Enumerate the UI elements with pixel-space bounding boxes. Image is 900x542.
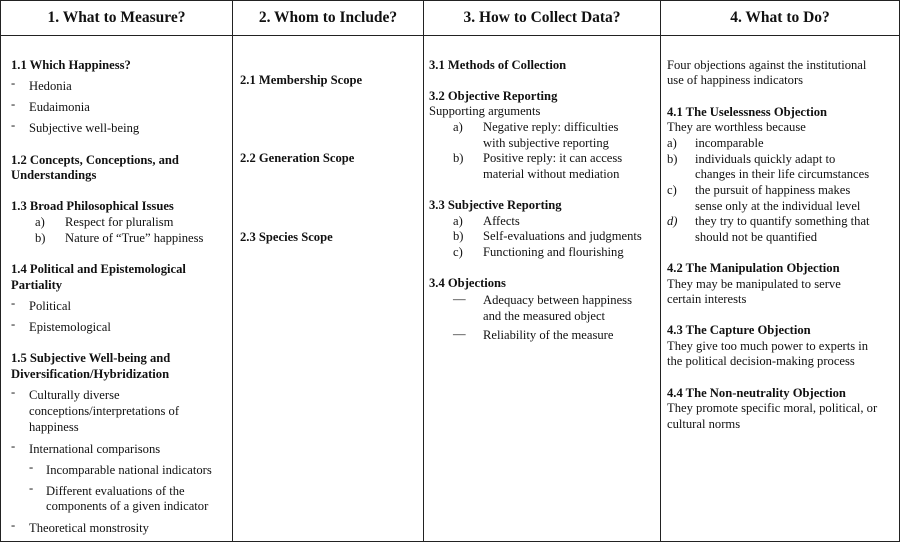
dash-bullet: - — [11, 385, 16, 399]
list-item: they try to quantify something that — [695, 214, 870, 228]
dash-bullet: - — [11, 518, 16, 532]
paragraph-line: use of happiness indicators — [667, 73, 804, 87]
dash-bullet: - — [11, 76, 16, 90]
section-heading: 3.1 Methods of Collection — [429, 58, 567, 72]
section-heading: Diversification/Hybridization — [11, 367, 170, 381]
dash-bullet: - — [29, 481, 34, 495]
section-heading: Understandings — [11, 168, 97, 182]
section-heading: 1.3 Broad Philosophical Issues — [11, 199, 174, 213]
list-item: Positive reply: it can access — [483, 151, 623, 165]
list-marker: b) — [35, 231, 46, 245]
paragraph-line: Supporting arguments — [429, 104, 541, 118]
paragraph-line: cultural norms — [667, 417, 741, 431]
paragraph-line: They promote specific moral, political, or — [667, 401, 878, 415]
column-what-to-measure — [1, 1, 232, 541]
list-item: Eudaimonia — [29, 100, 90, 114]
list-item: Reliability of the measure — [483, 328, 614, 342]
list-marker: a) — [35, 215, 45, 229]
list-item: International comparisons — [29, 442, 161, 456]
list-marker: b) — [453, 151, 464, 165]
section-heading: 4.1 The Uselessness Objection — [667, 105, 827, 119]
paragraph-line: They give too much power to experts in — [667, 339, 869, 353]
section-heading: 2.3 Species Scope — [240, 230, 333, 244]
list-item: Respect for pluralism — [65, 215, 174, 229]
list-item: Subjective well-being — [29, 121, 140, 135]
section-heading: 1.2 Concepts, Conceptions, and — [11, 153, 179, 167]
column-header: 4. What to Do? — [661, 1, 899, 36]
column-header: 3. How to Collect Data? — [424, 1, 660, 36]
paragraph-line: the political decision-making process — [667, 354, 855, 368]
section-heading: 1.5 Subjective Well-being and — [11, 351, 171, 365]
section-heading: 1.1 Which Happiness? — [11, 58, 131, 72]
column-header: 1. What to Measure? — [1, 1, 232, 36]
dash-bullet: — — [453, 327, 466, 341]
paragraph-line: certain interests — [667, 292, 747, 306]
dash-bullet: - — [11, 296, 16, 310]
list-item: Self-evaluations and judgments — [483, 229, 642, 243]
list-item: incomparable — [695, 136, 764, 150]
list-item: Negative reply: difficulties — [483, 120, 619, 134]
list-item: and the measured object — [483, 309, 606, 323]
list-item: happiness — [29, 420, 79, 434]
section-heading: 3.3 Subjective Reporting — [429, 198, 562, 212]
list-item: the pursuit of happiness makes — [695, 183, 851, 197]
paragraph-line: They may be manipulated to serve — [667, 277, 841, 291]
list-item: conceptions/interpretations of — [29, 404, 180, 418]
column-whom-to-include — [232, 1, 423, 541]
section-heading: 1.4 Political and Epistemological — [11, 262, 186, 276]
list-item: Different evaluations of the — [46, 484, 185, 498]
section-heading: Partiality — [11, 278, 63, 292]
list-item: sense only at the individual level — [695, 199, 861, 213]
dash-bullet: — — [453, 292, 466, 306]
section-heading: 4.4 The Non-neutrality Objection — [667, 386, 846, 400]
list-item: Political — [29, 299, 71, 313]
section-heading: 4.2 The Manipulation Objection — [667, 261, 840, 275]
paragraph-line: Four objections against the institutional — [667, 58, 867, 72]
list-item: should not be quantified — [695, 230, 818, 244]
dash-bullet: - — [11, 118, 16, 132]
list-marker: c) — [453, 245, 463, 259]
list-marker: c) — [667, 183, 677, 197]
column-what-to-do — [660, 1, 899, 541]
list-item: Affects — [483, 214, 520, 228]
list-marker: a) — [667, 136, 677, 150]
section-heading: 4.3 The Capture Objection — [667, 323, 811, 337]
list-item: with subjective reporting — [483, 136, 609, 150]
list-marker: b) — [453, 229, 464, 243]
list-marker: a) — [453, 120, 463, 134]
column-header: 2. Whom to Include? — [233, 1, 423, 36]
list-marker: a) — [453, 214, 463, 228]
list-marker: b) — [667, 152, 678, 166]
list-marker: d) — [667, 214, 678, 228]
list-item: Incomparable national indicators — [46, 463, 212, 477]
section-heading: 3.4 Objections — [429, 276, 506, 290]
list-item: Hedonia — [29, 79, 72, 93]
list-item: Culturally diverse — [29, 388, 120, 402]
paragraph-line: They are worthless because — [667, 120, 806, 134]
list-item: Epistemological — [29, 320, 111, 334]
dash-bullet: - — [29, 460, 34, 474]
list-item: material without mediation — [483, 167, 620, 181]
column-how-to-collect — [423, 1, 660, 541]
list-item: individuals quickly adapt to — [695, 152, 836, 166]
list-item: components of a given indicator — [46, 499, 209, 513]
dash-bullet: - — [11, 439, 16, 453]
dash-bullet: - — [11, 317, 16, 331]
section-heading: 2.1 Membership Scope — [240, 73, 363, 87]
dash-bullet: - — [11, 97, 16, 111]
list-item: Functioning and flourishing — [483, 245, 624, 259]
list-item: Adequacy between happiness — [483, 293, 632, 307]
list-item: Theoretical monstrosity — [29, 521, 149, 535]
list-item: Nature of “True” happiness — [65, 231, 204, 245]
section-heading: 3.2 Objective Reporting — [429, 89, 558, 103]
section-heading: 2.2 Generation Scope — [240, 151, 355, 165]
list-item: changes in their life circumstances — [695, 167, 870, 181]
